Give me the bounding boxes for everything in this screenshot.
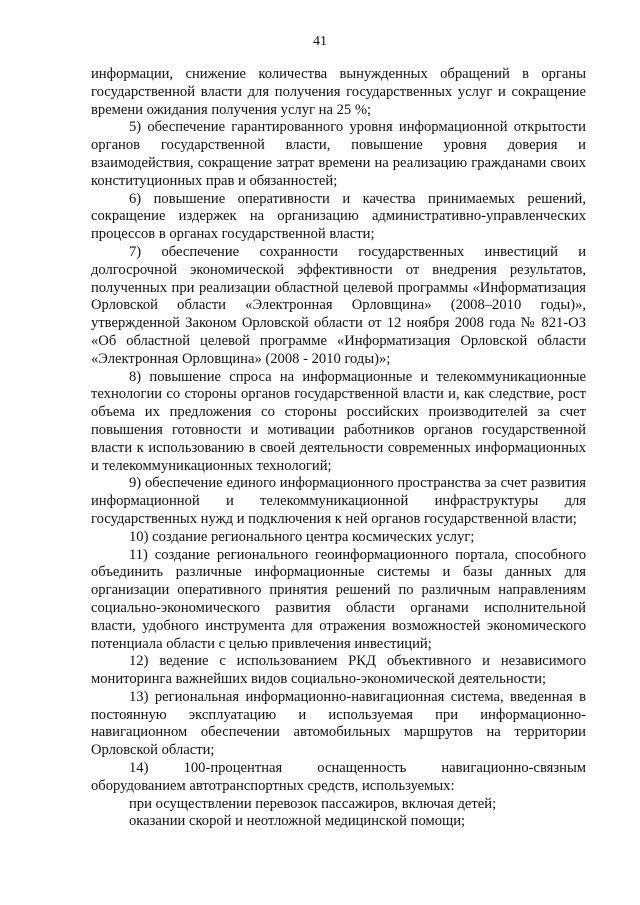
- paragraph-item-11: 11) создание регионального геоинформационного портала, способного объединить различные информационные системы и базы данных для организации оперативного принятия решений по различным направлениям социально-экономического развития области органами исполнительной власти, удобного инструмента для отражения возможностей экономического потенциала области с целью привлечения инвестиций;: [91, 546, 586, 652]
- paragraph-item-8: 8) повышение спроса на информационные и телекоммуникационные технологии со стороны органов государственной власти и, как следствие, рост объема их предложения со стороны российских производителей за счет повышения готовности и мотивации работников органов государственной власти к использованию в своей деятельности современных информационных и телекоммуникационных технологий;: [91, 368, 586, 474]
- paragraph-item-5: 5) обеспечение гарантированного уровня информационной открытости органов государственной власти, повышение уровня доверия и взаимодействия, сокращение затрат времени на реализацию гражданами своих конституционных прав и обязанностей;: [91, 119, 586, 189]
- page-number: 41: [313, 34, 327, 49]
- paragraph-continuation: информации, снижение количества вынужденных обращений в органы государственной власти для получения государственных услуг и сокращение времени ожидания получения услуг на 25 %;: [91, 66, 586, 118]
- sub-item-passengers: при осуществлении перевозок пассажиров, включая детей;: [129, 795, 497, 812]
- paragraph-item-6: 6) повышение оперативности и качества принимаемых решений, сокращение издержек на организацию административно-управленческих процессов в органах государственной власти;: [91, 190, 586, 243]
- paragraph-item-12: 12) ведение с использованием РКД объективного и независимого мониторинга важнейших видов социально-экономической деятельности;: [91, 653, 586, 688]
- paragraph-item-13: 13) региональная информационно-навигационная система, введенная в постоянную эксплуатацию и используемая при информационно-навигационном обеспечении автомобильных маршрутов на территории Орловской области;: [91, 688, 586, 759]
- sub-item-medical: оказании скорой и неотложной медицинской помощи;: [129, 813, 466, 830]
- document-body: [91, 66, 586, 831]
- paragraph-item-10: 10) создание регионального центра космических услуг;: [129, 528, 475, 545]
- paragraph-item-14: 14) 100-процентная оснащенность навигационно-связным оборудованием автотранспортных средств, используемых:: [91, 760, 586, 794]
- paragraph-item-9: 9) обеспечение единого информационного пространства за счет развития информационной и телекоммуникационной инфраструктуры для государственных нужд и подключения к ней органов государственной власти;: [91, 475, 586, 527]
- paragraph-item-7: 7) обеспечение сохранности государственных инвестиций и долгосрочной экономической эффективности от внедрения результатов, полученных при реализации областной целевой программы «Информатизация Орловской области «Электронная Орловщина» (2008–2010 годы)», утвержденной Законом Орловской области от 12 ноября 2008 года № 821-ОЗ «Об областной целевой программе «Информатизация Орловской области «Электронная Орловщина» (2008 - 2010 годы)»;: [91, 243, 586, 367]
